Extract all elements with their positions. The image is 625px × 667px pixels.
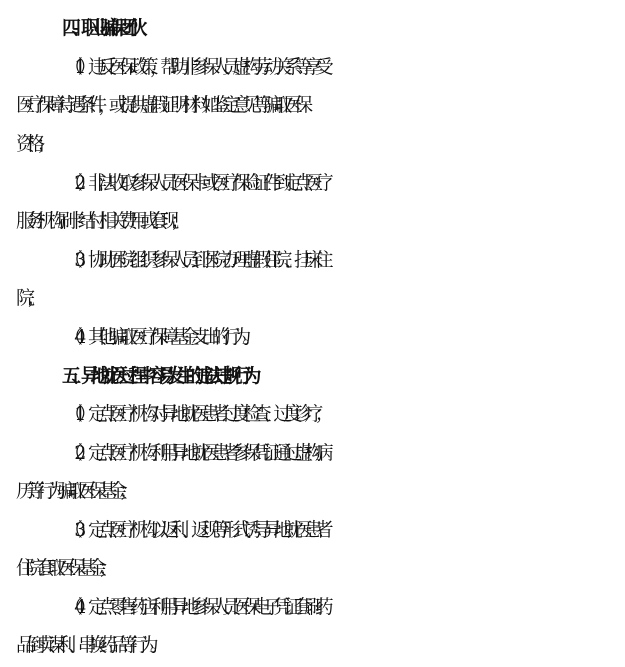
section-5-item-2-line-1: （2）定点医疗机构利用异地就医患者参保凭证通过虚构病 (64, 442, 325, 464)
section-4-item-3-line-1: （3）协助医院组织参保人员到医院办理虚假住院、挂床住 (64, 249, 325, 271)
section-5-item-2-line-2: 历等行为骗取医保基金； (16, 480, 130, 502)
section-5-item-1-line-1: （1）定点医疗机构对异地就医患者过度检查、过度诊疗； (64, 403, 325, 425)
section-4-item-1-line-3: 资格； (16, 133, 47, 155)
section-4-item-1-line-2: 医疗保障待遇条件，或提供虚假证明材料如鉴定意见等骗取医保 (16, 94, 305, 116)
section-4-item-2-line-1: （2）非法收取参保人员医保卡或医疗保险证件到定点医疗 (64, 172, 325, 194)
section-5-item-3-line-1: （3）定点医疗机构以返利、返现等形式诱导异地就医患者 (64, 519, 325, 541)
section-4-item-1-line-1: （1）违反医保政策，帮助非参保人员虚构劳动关系等享受 (64, 56, 325, 78)
section-5-item-3-line-2: 住院套取医保基金； (16, 557, 109, 579)
section-4-item-2-line-2: 服务机构刷卡结付相关费用或套现； (16, 210, 181, 232)
section-4-item-4-line-1: （4）其他骗取医疗保障基金支出的行为。 (64, 326, 253, 348)
section-5-heading: 五、异地就医过程中容易发生的违法违规行为 (62, 365, 253, 387)
section-4-item-3-line-2: 院； (16, 287, 37, 309)
section-4-heading: 四、职业骗保团伙 (62, 17, 139, 39)
section-5-item-4-line-1: （4）定点零售药店利用异地参保人员医保电子凭证套刷药 (64, 596, 325, 618)
section-5-item-4-line-2: 品倒卖谋利、串换药品等行为。 (16, 634, 161, 656)
